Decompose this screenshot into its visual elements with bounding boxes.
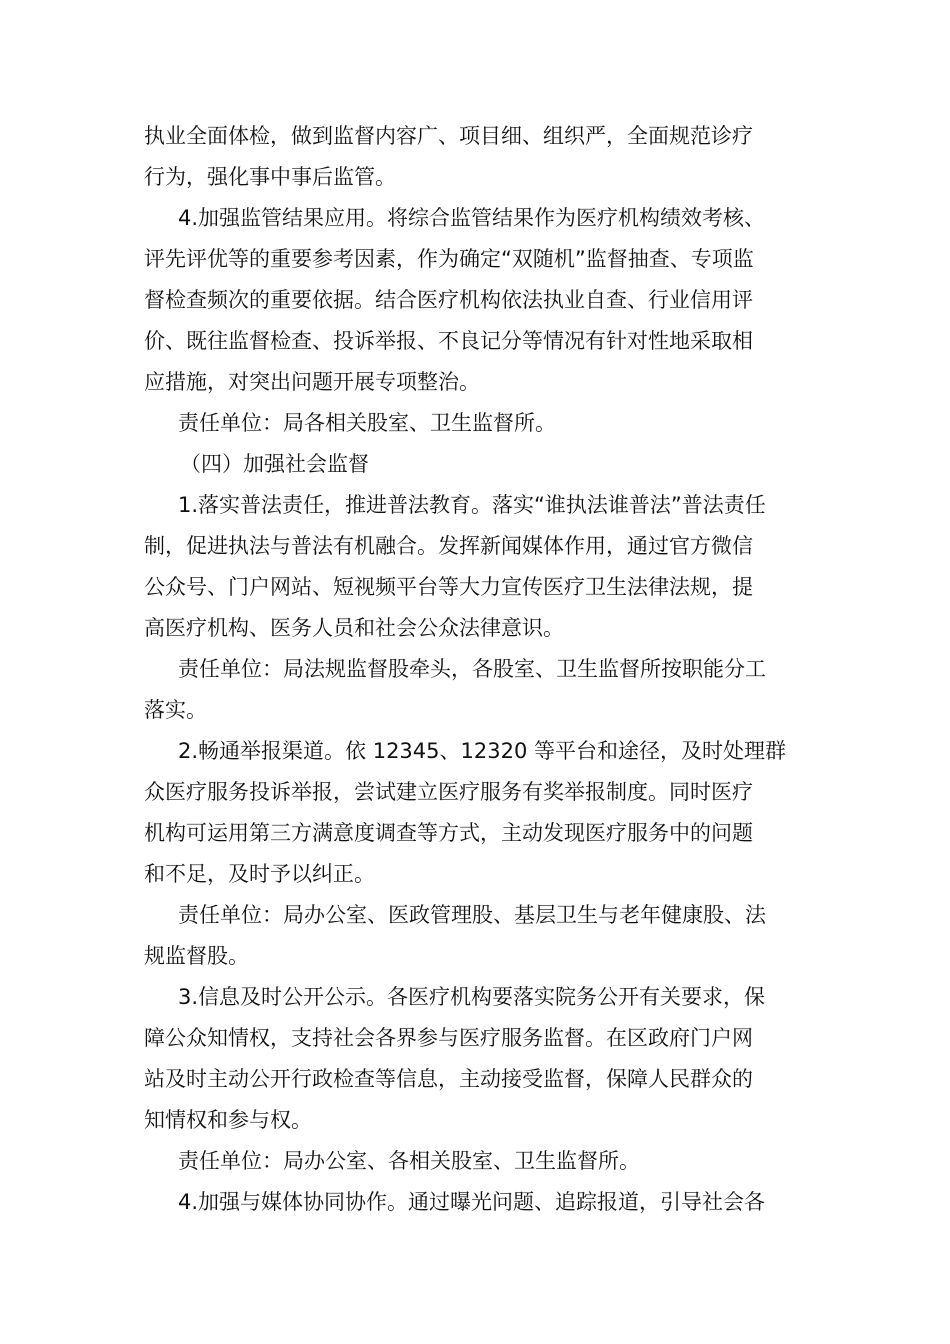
text-line: 执业全面体检，做到监督内容广、项目细、组织严，全面规范诊疗 xyxy=(144,124,753,148)
text-line: 4.加强监管结果应用。将综合监管结果作为医疗机构绩效考核、 xyxy=(178,206,766,230)
text-line: 制，促进执法与普法有机融合。发挥新闻媒体作用，通过官方微信 xyxy=(144,534,753,558)
text-line: 4.加强与媒体协同协作。通过曝光问题、追踪报道，引导社会各 xyxy=(178,1190,766,1214)
text-line: 责任单位：局法规监督股牵头，各股室、卫生监督所按职能分工 xyxy=(178,657,766,681)
text-line: 知情权和参与权。 xyxy=(144,1108,312,1132)
text-line: 落实。 xyxy=(144,698,207,722)
text-line: 站及时主动公开行政检查等信息，主动接受监督，保障人民群众的 xyxy=(144,1067,753,1091)
text-line: 公众号、门户网站、短视频平台等大力宣传医疗卫生法律法规，提 xyxy=(144,575,753,599)
text-line: 责任单位：局各相关股室、卫生监督所。 xyxy=(178,411,556,435)
text-line: 督检查频次的重要依据。结合医疗机构依法执业自查、行业信用评 xyxy=(144,288,753,312)
text-line: 责任单位：局办公室、各相关股室、卫生监督所。 xyxy=(178,1149,640,1173)
text-line: 和不足，及时予以纠正。 xyxy=(144,862,375,886)
text-line: 2.畅通举报渠道。依 12345、12320 等平台和途径，及时处理群 xyxy=(178,739,786,763)
text-line: 应措施，对突出问题开展专项整治。 xyxy=(144,370,480,394)
text-line: 评先评优等的重要参考因素，作为确定“双随机”监督抽查、专项监 xyxy=(144,247,754,271)
text-line: 行为，强化事中事后监管。 xyxy=(144,165,396,189)
text-line: 责任单位：局办公室、医政管理股、基层卫生与老年健康股、法 xyxy=(178,903,766,927)
text-line: 1.落实普法责任，推进普法教育。落实“谁执法谁普法”普法责任 xyxy=(178,493,766,517)
text-line: 机构可运用第三方满意度调查等方式，主动发现医疗服务中的问题 xyxy=(144,821,753,845)
text-line: 障公众知情权，支持社会各界参与医疗服务监督。在区政府门户网 xyxy=(144,1026,753,1050)
text-line: 价、既往监督检查、投诉举报、不良记分等情况有针对性地采取相 xyxy=(144,329,753,353)
text-line: 规监督股。 xyxy=(144,944,249,968)
text-line: 3.信息及时公开公示。各医疗机构要落实院务公开有关要求，保 xyxy=(178,985,766,1009)
text-line: 高医疗机构、医务人员和社会公众法律意识。 xyxy=(144,616,564,640)
text-line: 众医疗服务投诉举报，尝试建立医疗服务有奖举报制度。同时医疗 xyxy=(144,780,753,804)
section-heading: （四）加强社会监督 xyxy=(180,452,369,476)
